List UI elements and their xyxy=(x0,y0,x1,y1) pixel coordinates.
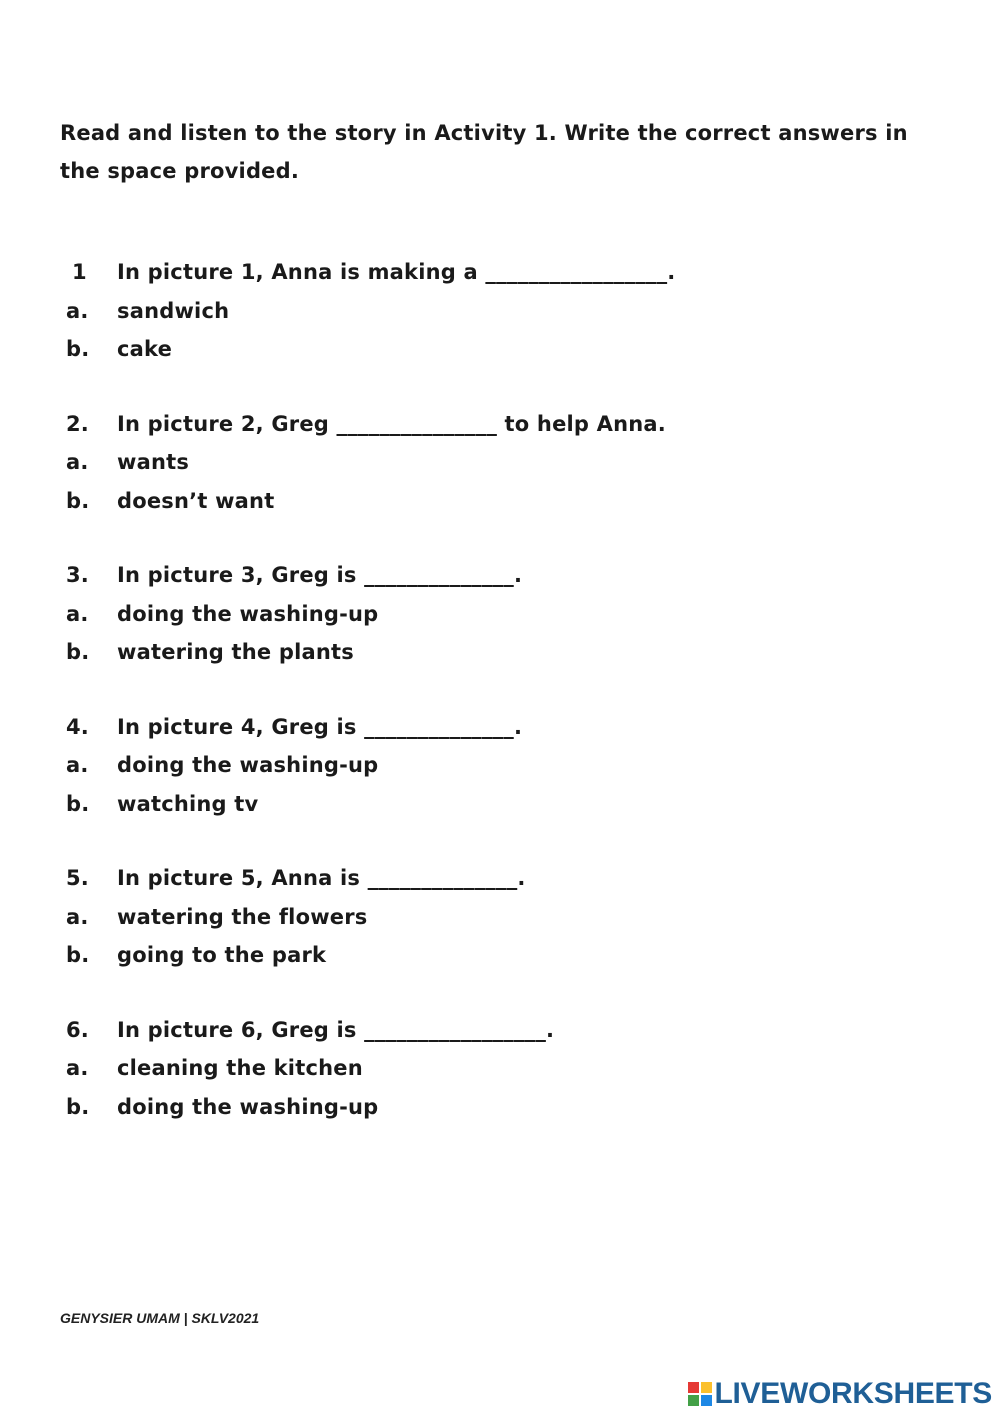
option-a xyxy=(60,450,940,489)
option-a xyxy=(60,905,940,944)
question-1 xyxy=(60,260,940,376)
option-b xyxy=(60,337,940,376)
question-4 xyxy=(60,715,940,831)
instructions-line-1: Read and listen to the story in Activity 1. Write the correct answers in xyxy=(60,121,908,145)
question-stem xyxy=(60,412,940,451)
question-text: In picture 6, Greg is _________________. xyxy=(117,1017,555,1042)
option-text: doesn’t want xyxy=(117,488,275,513)
question-number: 1 xyxy=(72,260,87,284)
logo-text: LIVEWORKSHEETS xyxy=(714,1377,992,1410)
logo-square-icon xyxy=(688,1382,699,1393)
option-text: wants xyxy=(117,450,190,474)
option-text: going to the park xyxy=(117,943,327,967)
option-text: doing the washing-up xyxy=(117,601,379,626)
option-b xyxy=(60,640,940,679)
question-5 xyxy=(60,866,940,982)
question-2 xyxy=(60,412,940,528)
question-text: In picture 1, Anna is making a _________________. xyxy=(117,260,676,284)
logo-square-icon xyxy=(701,1395,712,1406)
instructions xyxy=(60,114,920,190)
option-letter: b. xyxy=(66,943,90,967)
question-number: 2. xyxy=(66,411,89,436)
footer-credit: GENYSIER UMAM | SKLV2021 xyxy=(60,1310,260,1326)
option-text: sandwich xyxy=(117,298,230,323)
option-text: cake xyxy=(117,337,173,361)
option-text: doing the washing-up xyxy=(117,753,379,777)
option-letter: a. xyxy=(66,1056,89,1080)
question-6 xyxy=(60,1018,940,1134)
option-text: watering the flowers xyxy=(117,904,368,929)
liveworksheets-logo[interactable] xyxy=(688,1376,993,1412)
option-b xyxy=(60,943,940,982)
option-b xyxy=(60,489,940,528)
option-b xyxy=(60,1095,940,1134)
question-number: 3. xyxy=(66,563,89,587)
question-stem xyxy=(60,866,940,905)
question-number: 5. xyxy=(66,866,89,890)
option-text: watering the plants xyxy=(117,640,354,664)
option-a xyxy=(60,753,940,792)
option-letter: b. xyxy=(66,488,90,513)
option-text: cleaning the kitchen xyxy=(117,1056,363,1080)
question-number: 6. xyxy=(66,1017,89,1042)
option-a xyxy=(60,299,940,338)
question-stem xyxy=(60,563,940,602)
option-text: doing the washing-up xyxy=(117,1094,379,1119)
option-letter: a. xyxy=(66,450,89,474)
option-letter: b. xyxy=(66,337,90,361)
option-a xyxy=(60,1056,940,1095)
question-stem xyxy=(60,260,940,299)
option-a xyxy=(60,602,940,641)
option-letter: a. xyxy=(66,753,89,777)
question-stem xyxy=(60,1018,940,1057)
option-letter: a. xyxy=(66,298,89,323)
option-b xyxy=(60,792,940,831)
question-text: In picture 2, Greg _______________ to help Anna. xyxy=(117,411,666,436)
instructions-line-2: the space provided. xyxy=(60,159,300,183)
option-letter: b. xyxy=(66,1094,90,1119)
option-letter: a. xyxy=(66,601,89,626)
question-text: In picture 4, Greg is ______________. xyxy=(117,714,523,739)
question-stem xyxy=(60,715,940,754)
option-letter: b. xyxy=(66,791,90,816)
question-list xyxy=(60,260,940,1169)
option-letter: b. xyxy=(66,640,90,664)
logo-square-icon xyxy=(701,1382,712,1393)
question-text: In picture 3, Greg is ______________. xyxy=(117,563,523,587)
option-letter: a. xyxy=(66,904,89,929)
question-3 xyxy=(60,563,940,679)
question-number: 4. xyxy=(66,714,89,739)
option-text: watching tv xyxy=(117,791,259,816)
logo-squares-icon xyxy=(688,1382,712,1406)
logo-square-icon xyxy=(688,1395,699,1406)
question-text: In picture 5, Anna is ______________. xyxy=(117,866,526,890)
